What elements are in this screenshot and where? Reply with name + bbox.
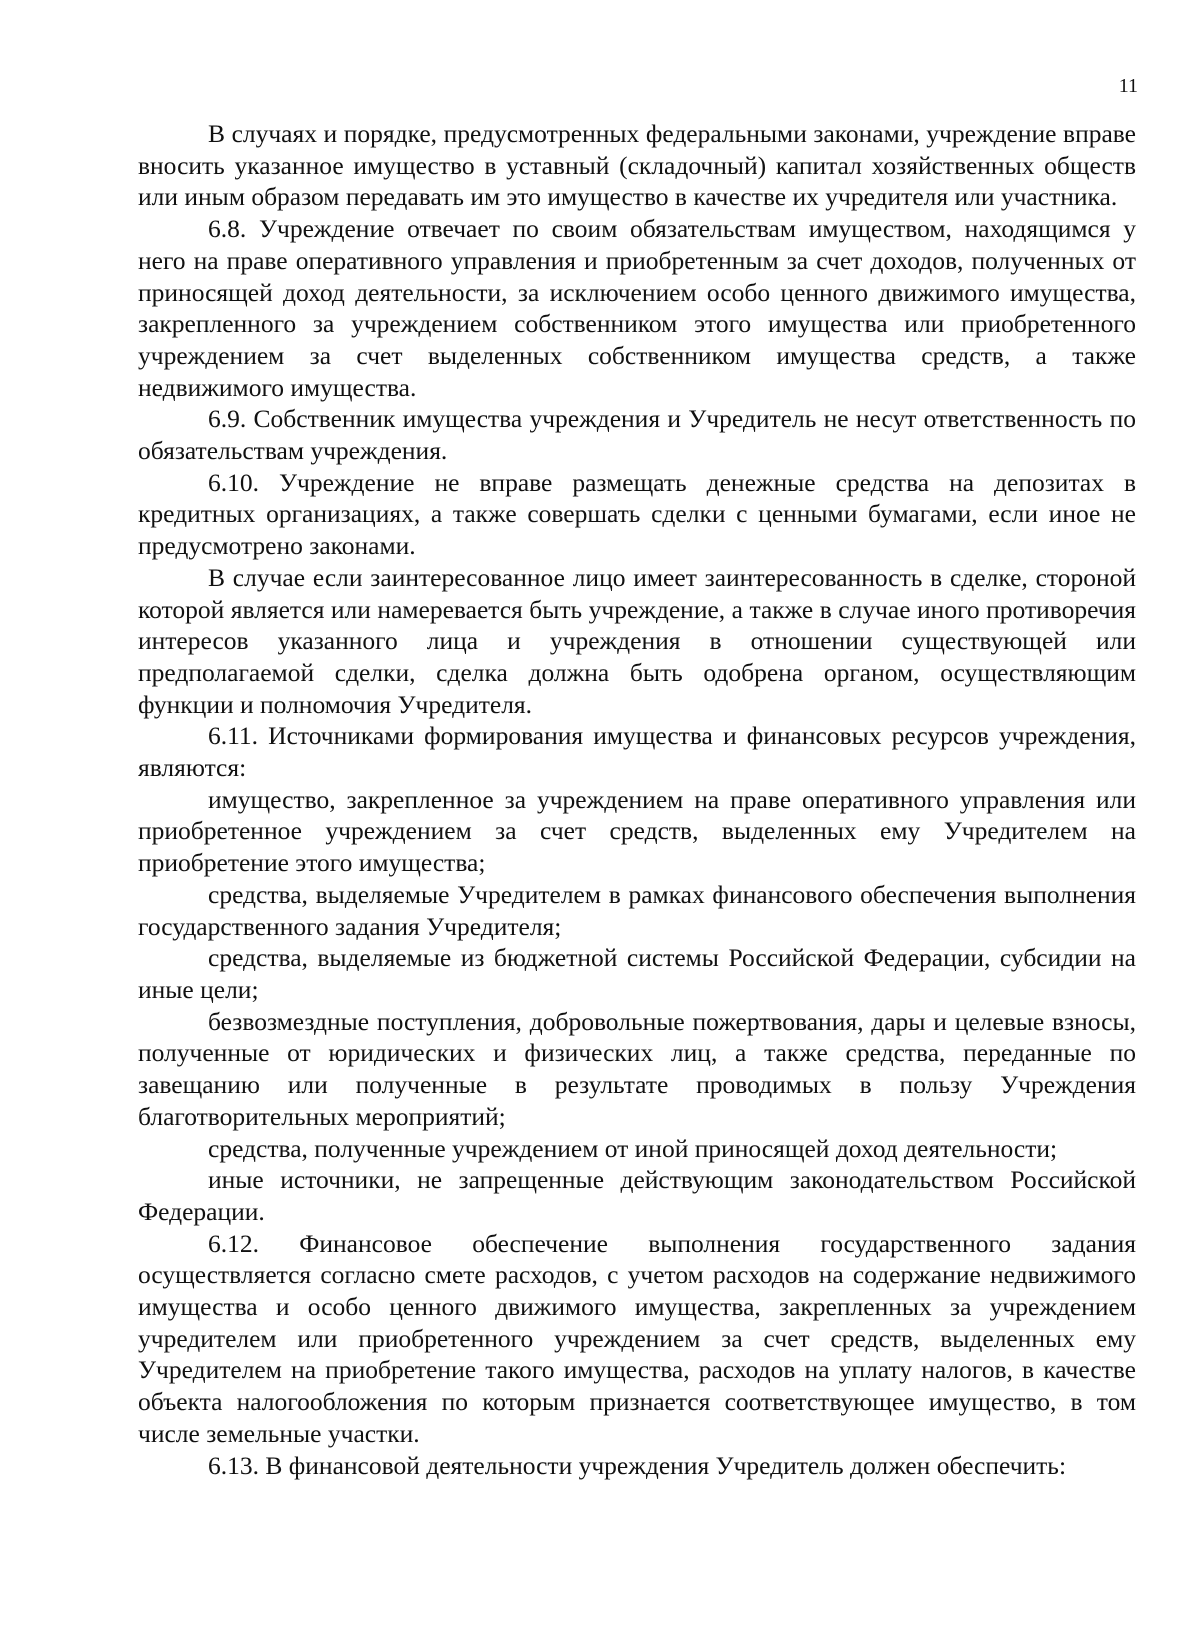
paragraph-6-12-financial-support: 6.12. Финансовое обеспечение выполнения государственного задания осуществляется согласно смете расходов, с учетом расходов на содержание недвижимого имущества и особо ценного движимого имущества, закрепленных за учреждением учредителем или приобретенного учреждением за счет средств, выделенных ему Учредителем на приобретение такого имущества, расходов на уплату налогов, в качестве объекта налогообложения по которым признается соответствующее имущество, в том числе земельные участки.: [138, 1228, 1136, 1448]
paragraph-source-donations: безвозмездные поступления, добровольные пожертвования, дары и целевые взносы, полученные от юридических и физических лиц, а также средства, переданные по завещанию или полученные в результате проводимых в пользу Учреждения благотворительных мероприятий;: [138, 1006, 1136, 1131]
paragraph-interested-party: В случае если заинтересованное лицо имеет заинтересованность в сделке, стороной которой является или намеревается быть учреждение, а также в случае иного противоречия интересов указанного лица и учреждения в отношении существующей или предполагаемой сделки, сделка должна быть одобрена органом, осуществляющим функции и полномочия Учредителя.: [138, 562, 1136, 719]
document-body: [138, 118, 1136, 1481]
paragraph-6-8-liability: 6.8. Учреждение отвечает по своим обязательствам имуществом, находящимся у него на праве оперативного управления и приобретенным за счет доходов, полученных от приносящей доход деятельности, за исключением особо ценного движимого имущества, закрепленного за учреждением собственником этого имущества или приобретенного учреждением за счет выделенных собственником имущества средств, а также недвижимого имущества.: [138, 214, 1136, 402]
paragraph-source-income-activity: средства, полученные учреждением от иной приносящей доход деятельности;: [208, 1133, 1058, 1163]
paragraph-6-11-funding-sources: 6.11. Источниками формирования имущества и финансовых ресурсов учреждения, являются:: [138, 721, 1136, 783]
paragraph-6-10-deposit-restriction: 6.10. Учреждение не вправе размещать денежные средства на депозитах в кредитных организациях, а также совершать сделки с ценными бумагами, если иное не предусмотрено законами.: [138, 467, 1136, 561]
paragraph-6-9-owner-not-liable: 6.9. Собственник имущества учреждения и Учредитель не несут ответственность по обязательствам учреждения.: [138, 404, 1136, 466]
paragraph-source-state-assignment: средства, выделяемые Учредителем в рамках финансового обеспечения выполнения государственного задания Учредителя;: [138, 879, 1136, 941]
paragraph-source-budget-subsidies: средства, выделяемые из бюджетной системы Российской Федерации, субсидии на иные цели;: [138, 943, 1136, 1004]
page-number: 11: [1118, 75, 1138, 97]
paragraph-contribution-rights: В случаях и порядке, предусмотренных федеральными законами, учреждение вправе вносить указанное имущество в уставный (складочный) капитал хозяйственных обществ или иным образом передавать им это имущество в качестве их учредителя или участника.: [138, 119, 1136, 212]
paragraph-source-other: иные источники, не запрещенные действующим законодательством Российской Федерации.: [138, 1165, 1136, 1226]
paragraph-6-13-founder-obligations: 6.13. В финансовой деятельности учреждения Учредитель должен обеспечить:: [208, 1450, 1067, 1480]
paragraph-source-assigned-property: имущество, закрепленное за учреждением на праве оперативного управления или приобретенное учреждением за счет средств, выделенных ему Учредителем на приобретение этого имущества;: [138, 784, 1136, 878]
